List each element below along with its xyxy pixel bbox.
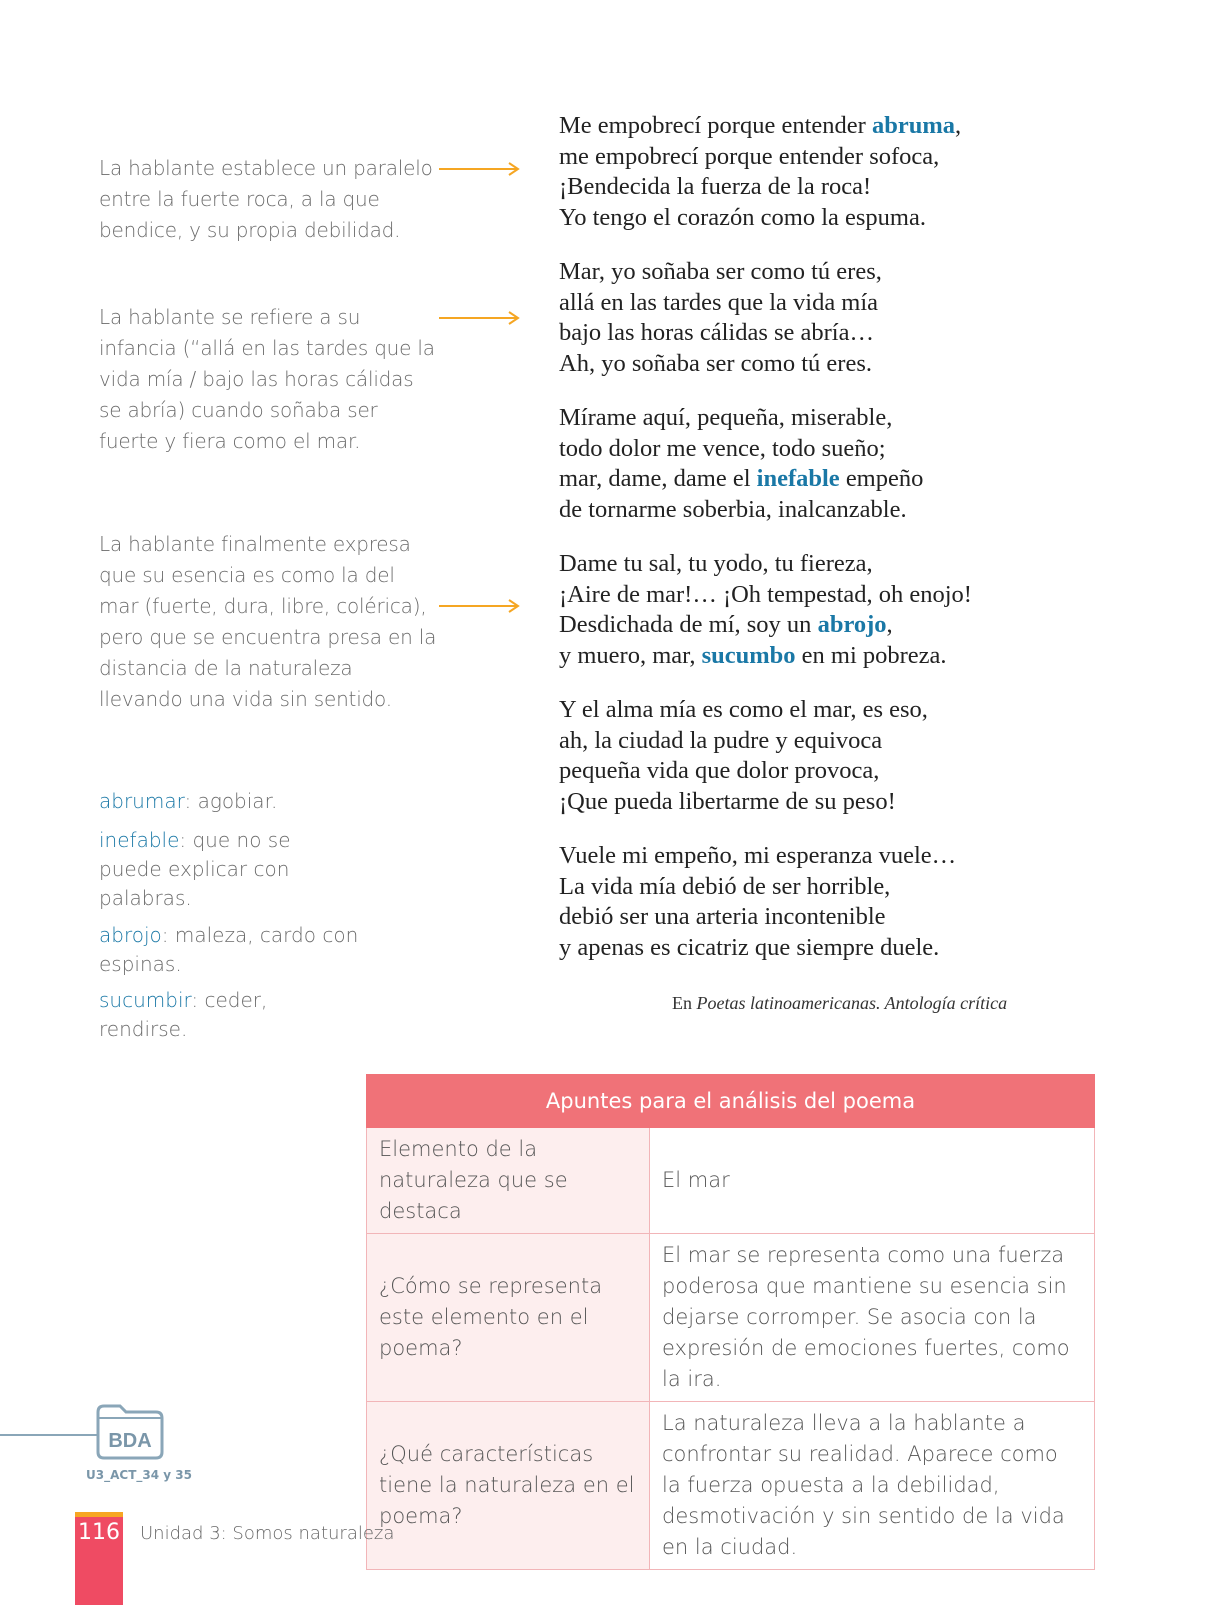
poem-line: y muero, mar, sucumbo en mi pobreza. [559,641,947,669]
poem-line: Dame tu sal, tu yodo, tu fiereza, [559,550,873,577]
glossary-term: abrumar [99,789,185,813]
keyword-abruma: abruma [871,112,955,139]
glossary-term: sucumbir [99,988,192,1012]
page-number: 116 [78,1520,120,1545]
bda-code: U3_ACT_34 y 35 [86,1468,192,1482]
keyword-sucumbo: sucumbo [701,641,796,669]
poem-line: mar, dame, dame el inefable empeño [559,465,924,493]
poem-line: Me empobrecí porque entender abruma, [559,112,962,139]
arrow-right-icon [437,598,523,614]
poem-stanza-3 [559,403,1019,525]
poem-line: ¡Bendecida la fuerza de la roca! [559,173,872,201]
keyword-abrojo: abrojo [817,611,887,639]
table-row [367,1234,1095,1402]
bda-connector-line [0,1434,98,1436]
side-note-3: La hablante finalmente expresa que su esencia es como la del mar (fuerte, dura, libre, colérica), pero que se encuentra presa en la distancia de la naturaleza llevando una vida sin sentido. [99,532,437,711]
poem-line: ¡Que pueda libertarme de su peso! [559,787,896,815]
source-title: Poetas latinoamericanas. Antología crítica [696,993,1008,1013]
poem-line: Mírame aquí, pequeña, miserable, [559,404,893,431]
poem-stanza-2 [559,257,1019,379]
poem-line: y apenas es cicatriz que siempre duele. [559,933,940,961]
poem-line: debió ser una arteria incontenible [559,903,886,931]
bda-folder-icon[interactable] [94,1402,166,1460]
poem-line: allá en las tardes que la vida mía [559,288,879,316]
poem-line: Desdichada de mí, soy un abrojo, [559,611,893,639]
table-question: ¿Cómo se representa este elemento en el poema? [367,1234,650,1402]
glossary-entry: abrojo: maleza, cardo con espinas. [99,923,359,976]
side-note-2: La hablante se refiere a su infancia (“allá en las tardes que la vida mía / bajo las horas cálidas se abría) cuando soñaba ser fuerte y fiera como el mar. [99,305,435,453]
table-answer: El mar se representa como una fuerza poderosa que mantiene su esencia sin dejarse corromper. Se asocia con la expresión de emociones fuertes, como la ira. [650,1234,1095,1402]
poem-line: Y el alma mía es como el mar, es eso, [559,696,928,723]
poem-line: bajo las horas cálidas se abría… [559,319,874,347]
table-answer: El mar [650,1128,1095,1234]
poem-line: pequeña vida que dolor provoca, [559,757,880,785]
glossary-entry: sucumbir: ceder, rendirse. [99,988,268,1041]
poem-line: Mar, yo soñaba ser como tú eres, [559,258,882,285]
poem-line: ah, la ciudad la pudre y equivoca [559,726,883,754]
arrow-right-icon [437,310,523,326]
side-note-1: La hablante establece un paralelo entre la fuerte roca, a la que bendice, y su propia debilidad. [99,156,433,242]
keyword-inefable: inefable [756,465,840,493]
poem-line: me empobrecí porque entender sofoca, [559,142,940,170]
bda-label: BDA [108,1430,152,1452]
table-row [367,1402,1095,1570]
glossary-entry: abrumar: agobiar. [99,789,278,813]
unit-label: Unidad 3: Somos naturaleza [140,1523,395,1544]
arrow-right-icon [437,161,523,177]
table-row [367,1128,1095,1234]
poem-line: La vida mía debió de ser horrible, [559,872,891,900]
poem-line: todo dolor me vence, todo sueño; [559,434,886,462]
poem-stanza-1 [559,111,1019,233]
glossary-term: abrojo [99,923,162,947]
poem-line: ¡Aire de mar!… ¡Oh tempestad, oh enojo! [559,580,972,608]
poem-stanza-5 [559,695,1019,817]
poem-line: de tornarme soberbia, inalcanzable. [559,495,907,523]
table-answer: La naturaleza lleva a la hablante a confrontar su realidad. Aparece como la fuerza opuesta a la debilidad, desmotivación y sin sentido de la vida en la ciudad. [650,1402,1095,1570]
glossary-term: inefable [99,828,180,852]
glossary-entry: inefable: que no se puede explicar con palabras. [99,828,291,910]
poem-stanza-6 [559,841,1019,963]
analysis-table [366,1074,1095,1570]
table-question: Elemento de la naturaleza que se destaca [367,1128,650,1234]
table-question: ¿Qué características tiene la naturaleza en el poema? [367,1402,650,1570]
poem-line: Ah, yo soñaba ser como tú eres. [559,349,872,377]
table-title: Apuntes para el análisis del poema [367,1075,1095,1128]
poem-line: Yo tengo el corazón como la espuma. [559,203,926,231]
poem-stanza-4 [559,549,1019,671]
poem-line: Vuele mi empeño, mi esperanza vuele… [559,842,957,869]
poem-source: En Poetas latinoamericanas. Antología crítica [672,993,1008,1013]
